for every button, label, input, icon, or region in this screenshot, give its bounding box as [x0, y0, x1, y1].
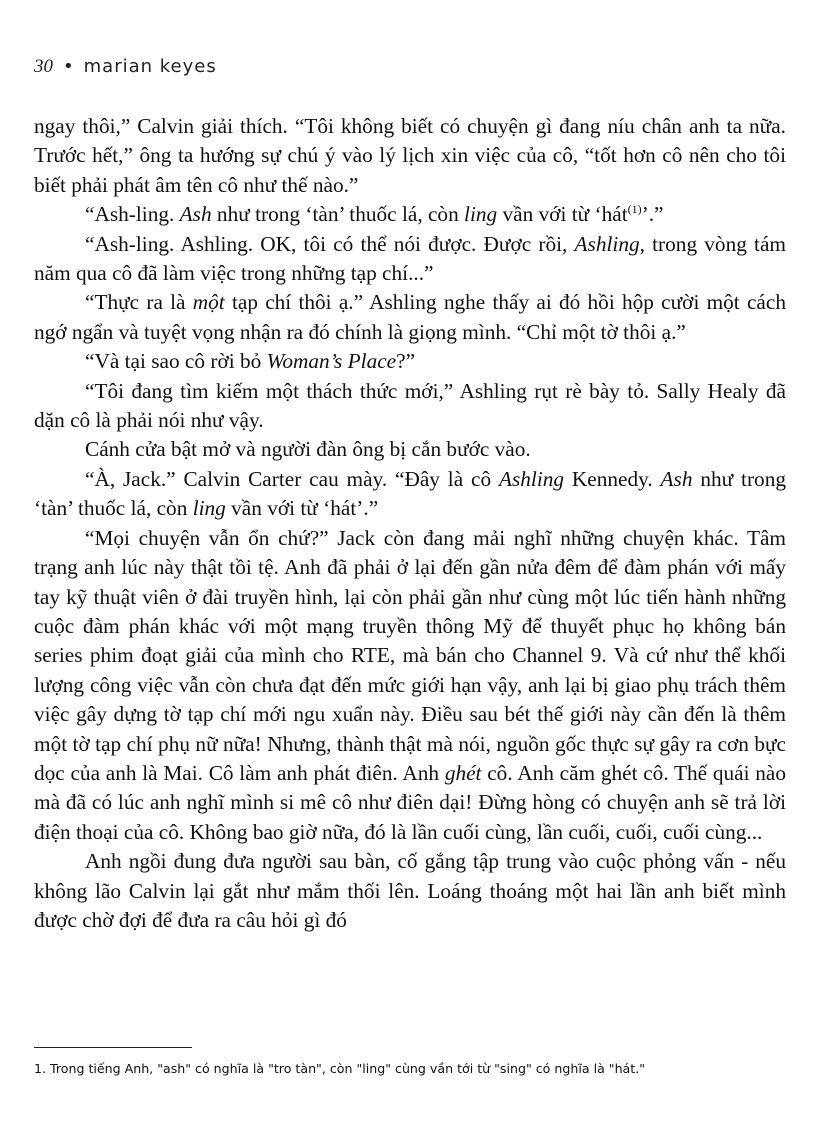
footnote-marker: (1)	[627, 202, 642, 217]
page-number: 30	[34, 56, 53, 77]
paragraph-2: “Ash-ling. Ash như trong ‘tàn’ thuốc lá, còn ling vần với từ ‘hát$^{(1)}$’.”	[85, 202, 664, 227]
paragraph-9: “Mọi chuyện vẫn ổn chứ?” Jack còn đang mải nghĩ những chuyện khác. Tâm trạng anh lúc này thật tồi tệ. Anh đã phải ở lại đến gần nửa đêm để đàm phán với mấy tay kỹ thuật viên ở đài truyền hình, lại còn phải gần như cùng một lúc tiến hành những cuộc đàm phán khác với một mạng truyền thông Mỹ để thuyết phục họ không bán series phim đoạt giải của mình cho RTE, mà bán cho Channel 9. Và cứ như thể khối lượng công việc vẫn còn chưa đạt đến mức giới hạn vậy, anh lại bị giao phụ trách thêm việc gây dựng tờ tạp chí mới ngu xuẩn này. Điều sau bét thế giới này cần đến là thêm một tờ tạp chí phụ nữ nữa! Nhưng, thành thật mà nói, nguồn gốc thực sự gây ra cơn bực dọc của anh là Mai. Cô làm anh phát điên. Anh ghét cô. Anh căm ghét cô. Thế quái nào mà đã có lúc anh nghĩ mình si mê cô như điên dại! Đừng hòng có chuyện anh sẽ trả lời điện thoại của cô. Không bao giờ nữa, đó là lần cuối cùng, lần cuối, cuối, cuối cùng...	[34, 525, 786, 844]
paragraph-10: Anh ngồi đung đưa người sau bàn, cố gắng tập trung vào cuộc phỏng vấn - nếu không lão Calvin lại gắt như mắm thối lên. Loáng thoáng một hai lần anh biết mình được chờ đợi để đưa ra câu hỏi gì đó	[34, 849, 786, 932]
paragraph-7: Cánh cửa bật mở và người đàn ông bị cắn bước vào.	[85, 437, 531, 462]
paragraph-1: ngay thôi,” Calvin giải thích. “Tôi không biết có chuyện gì đang níu chân anh ta nữa. Trước hết,” ông ta hướng sự chú ý vào lý lịch xin việc của cô, “tốt hơn cô nên cho tôi biết phải phát âm tên cô như thế nào.”	[34, 114, 786, 197]
header-separator: •	[63, 56, 74, 77]
paragraph-3: “Ash-ling. Ashling. OK, tôi có thể nói được. Được rồi, Ashling, trong vòng tám năm qua cô đã làm việc trong những tạp chí...”	[34, 231, 786, 286]
paragraph-4: “Thực ra là một tạp chí thôi ạ.” Ashling nghe thấy ai đó hồi hộp cười một cách ngớ ngẩn và tuyệt vọng nhận ra đó chính là giọng mình. “Chỉ một tờ thôi ạ.”	[34, 290, 786, 344]
author-name: marian keyes	[83, 56, 217, 77]
body-text	[34, 112, 786, 935]
running-header	[34, 56, 217, 78]
footnote-rule	[34, 1047, 192, 1048]
paragraph-6: “Tôi đang tìm kiếm một thách thức mới,” Ashling rụt rè bày tỏ. Sally Healy đã dặn cô là phải nói như vậy.	[34, 378, 786, 433]
footnote: 1. Trong tiếng Anh, "ash" có nghĩa là "tro tàn", còn "ling" cùng vần tới từ "sing" có nghĩa là "hát."	[34, 1061, 646, 1076]
paragraph-8: “À, Jack.” Calvin Carter cau mày. “Đây là cô Ashling Kennedy. Ash như trong ‘tàn’ thuốc lá, còn ling vần với từ ‘hát’.”	[34, 466, 786, 521]
paragraph-5: “Và tại sao cô rời bỏ Woman’s Place?”	[85, 349, 416, 374]
